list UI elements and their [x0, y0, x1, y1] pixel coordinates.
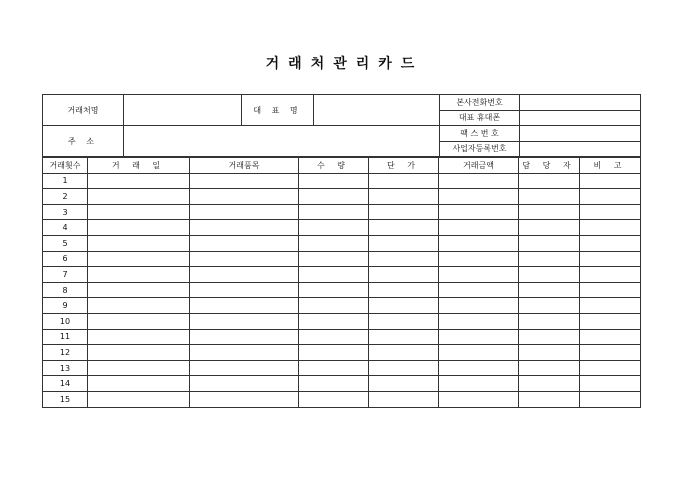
header-cell-count: 거래횟수	[43, 158, 88, 174]
header-row	[43, 158, 641, 174]
table-cell[interactable]	[519, 329, 580, 345]
table-cell[interactable]	[439, 267, 519, 283]
table-cell[interactable]	[580, 298, 641, 314]
table-row	[43, 251, 641, 267]
table-row	[43, 189, 641, 205]
table-row	[43, 267, 641, 283]
table-row	[43, 329, 641, 345]
table-cell[interactable]	[299, 329, 369, 345]
rep-mobile-field[interactable]	[520, 110, 641, 126]
row-number: 10	[43, 313, 88, 329]
table-cell[interactable]	[580, 251, 641, 267]
table-cell[interactable]	[88, 329, 190, 345]
representative-field[interactable]	[314, 95, 440, 126]
table-cell[interactable]	[299, 345, 369, 361]
table-cell[interactable]	[299, 220, 369, 236]
table-cell[interactable]	[299, 251, 369, 267]
representative-label: 대 표 명	[242, 95, 314, 126]
row-number: 6	[43, 251, 88, 267]
table-cell[interactable]	[580, 282, 641, 298]
table-cell[interactable]	[88, 235, 190, 251]
table-cell[interactable]	[369, 298, 439, 314]
table-cell[interactable]	[439, 204, 519, 220]
header-cell-item: 거래품목	[190, 158, 299, 174]
table-cell[interactable]	[439, 220, 519, 236]
fax-label: 팩 스 번 호	[440, 126, 520, 142]
table-cell[interactable]	[580, 220, 641, 236]
row-number: 5	[43, 235, 88, 251]
table-cell[interactable]	[369, 251, 439, 267]
row-number: 4	[43, 220, 88, 236]
header-cell-manager: 담 당 자	[519, 158, 580, 174]
table-cell[interactable]	[299, 204, 369, 220]
table-cell[interactable]	[369, 360, 439, 376]
table-cell[interactable]	[439, 313, 519, 329]
table-cell[interactable]	[299, 267, 369, 283]
table-cell[interactable]	[369, 345, 439, 361]
table-cell[interactable]	[519, 251, 580, 267]
table-cell[interactable]	[190, 313, 299, 329]
row-number: 11	[43, 329, 88, 345]
table-cell[interactable]	[580, 345, 641, 361]
table-cell[interactable]	[88, 376, 190, 392]
table-cell[interactable]	[88, 391, 190, 407]
business-reg-label: 사업자등록번호	[440, 141, 520, 157]
table-cell[interactable]	[369, 267, 439, 283]
table-cell[interactable]	[190, 173, 299, 189]
table-cell[interactable]	[439, 345, 519, 361]
table-cell[interactable]	[190, 235, 299, 251]
table-cell[interactable]	[519, 376, 580, 392]
row-number: 8	[43, 282, 88, 298]
fax-field[interactable]	[520, 126, 641, 142]
table-cell[interactable]	[88, 313, 190, 329]
table-cell[interactable]	[369, 220, 439, 236]
table-row	[43, 376, 641, 392]
table-row	[43, 220, 641, 236]
table-cell[interactable]	[369, 173, 439, 189]
table-cell[interactable]	[439, 329, 519, 345]
row-number: 15	[43, 391, 88, 407]
table-cell[interactable]	[519, 391, 580, 407]
table-row	[43, 391, 641, 407]
row-number: 3	[43, 204, 88, 220]
table-cell[interactable]	[88, 204, 190, 220]
table-cell[interactable]	[519, 298, 580, 314]
table-cell[interactable]	[190, 251, 299, 267]
table-cell[interactable]	[439, 282, 519, 298]
table-cell[interactable]	[519, 189, 580, 205]
table-row	[43, 282, 641, 298]
header-cell-amount: 거래금액	[439, 158, 519, 174]
row-number: 13	[43, 360, 88, 376]
table-row	[43, 298, 641, 314]
table-cell[interactable]	[369, 189, 439, 205]
header-cell-quantity: 수 량	[299, 158, 369, 174]
table-cell[interactable]	[190, 360, 299, 376]
table-row	[43, 313, 641, 329]
table-cell[interactable]	[519, 345, 580, 361]
header-cell-date: 거 래 일	[88, 158, 190, 174]
table-cell[interactable]	[190, 345, 299, 361]
table-cell[interactable]	[88, 220, 190, 236]
table-cell[interactable]	[519, 313, 580, 329]
table-cell[interactable]	[519, 267, 580, 283]
page-title: 거래처관리카드	[265, 56, 424, 72]
table-cell[interactable]	[299, 360, 369, 376]
table-cell[interactable]	[299, 391, 369, 407]
table-cell[interactable]	[190, 267, 299, 283]
table-cell[interactable]	[88, 298, 190, 314]
table-cell[interactable]	[369, 282, 439, 298]
table-cell[interactable]	[299, 235, 369, 251]
table-cell[interactable]	[439, 360, 519, 376]
client-name-label: 거래처명	[43, 95, 124, 126]
table-cell[interactable]	[580, 376, 641, 392]
table-cell[interactable]	[439, 376, 519, 392]
address-field[interactable]	[124, 126, 440, 157]
table-cell[interactable]	[88, 282, 190, 298]
table-cell[interactable]	[519, 282, 580, 298]
table-cell[interactable]	[190, 282, 299, 298]
table-cell[interactable]	[88, 189, 190, 205]
table-cell[interactable]	[580, 173, 641, 189]
table-cell[interactable]	[299, 313, 369, 329]
table-cell[interactable]	[190, 204, 299, 220]
table-cell[interactable]	[519, 235, 580, 251]
table-cell[interactable]	[580, 204, 641, 220]
table-row	[43, 360, 641, 376]
table-cell[interactable]	[88, 173, 190, 189]
table-cell[interactable]	[299, 282, 369, 298]
table-row	[43, 173, 641, 189]
table-cell[interactable]	[580, 313, 641, 329]
business-reg-field[interactable]	[520, 141, 641, 157]
table-cell[interactable]	[369, 391, 439, 407]
hq-phone-label: 본사전화번호	[440, 95, 520, 111]
table-cell[interactable]	[299, 376, 369, 392]
header-cell-unit-price: 단 가	[369, 158, 439, 174]
table-row	[43, 204, 641, 220]
table-cell[interactable]	[519, 204, 580, 220]
table-cell[interactable]	[88, 360, 190, 376]
table-cell[interactable]	[190, 376, 299, 392]
table-cell[interactable]	[439, 235, 519, 251]
table-cell[interactable]	[369, 376, 439, 392]
table-cell[interactable]	[519, 220, 580, 236]
row-number: 1	[43, 173, 88, 189]
table-cell[interactable]	[519, 173, 580, 189]
table-cell[interactable]	[580, 329, 641, 345]
table-cell[interactable]	[299, 189, 369, 205]
table-cell[interactable]	[439, 189, 519, 205]
table-cell[interactable]	[439, 298, 519, 314]
table-cell[interactable]	[299, 298, 369, 314]
table-cell[interactable]	[88, 267, 190, 283]
table-cell[interactable]	[190, 329, 299, 345]
table-cell[interactable]	[439, 391, 519, 407]
table-cell[interactable]	[439, 173, 519, 189]
row-number: 2	[43, 189, 88, 205]
table-cell[interactable]	[369, 235, 439, 251]
table-cell[interactable]	[88, 345, 190, 361]
row-number: 7	[43, 267, 88, 283]
table-cell[interactable]	[580, 391, 641, 407]
address-label: 주 소	[43, 126, 124, 157]
table-cell[interactable]	[519, 360, 580, 376]
row-number: 9	[43, 298, 88, 314]
table-cell[interactable]	[580, 235, 641, 251]
table-row	[43, 235, 641, 251]
table-cell[interactable]	[439, 251, 519, 267]
table-cell[interactable]	[88, 251, 190, 267]
row-number: 12	[43, 345, 88, 361]
table-cell[interactable]	[369, 329, 439, 345]
rep-mobile-label: 대표 휴대폰	[440, 110, 520, 126]
table-cell[interactable]	[580, 360, 641, 376]
table-cell[interactable]	[190, 298, 299, 314]
table-row	[43, 345, 641, 361]
table-cell[interactable]	[190, 391, 299, 407]
client-name-field[interactable]	[124, 95, 242, 126]
table-cell[interactable]	[580, 189, 641, 205]
transaction-table	[42, 157, 641, 408]
table-cell[interactable]	[299, 173, 369, 189]
hq-phone-field[interactable]	[520, 95, 641, 111]
row-number: 14	[43, 376, 88, 392]
table-cell[interactable]	[580, 267, 641, 283]
table-cell[interactable]	[190, 189, 299, 205]
table-cell[interactable]	[369, 204, 439, 220]
table-cell[interactable]	[190, 220, 299, 236]
client-info-table	[42, 94, 641, 157]
header-cell-note: 비 고	[580, 158, 641, 174]
table-cell[interactable]	[369, 313, 439, 329]
